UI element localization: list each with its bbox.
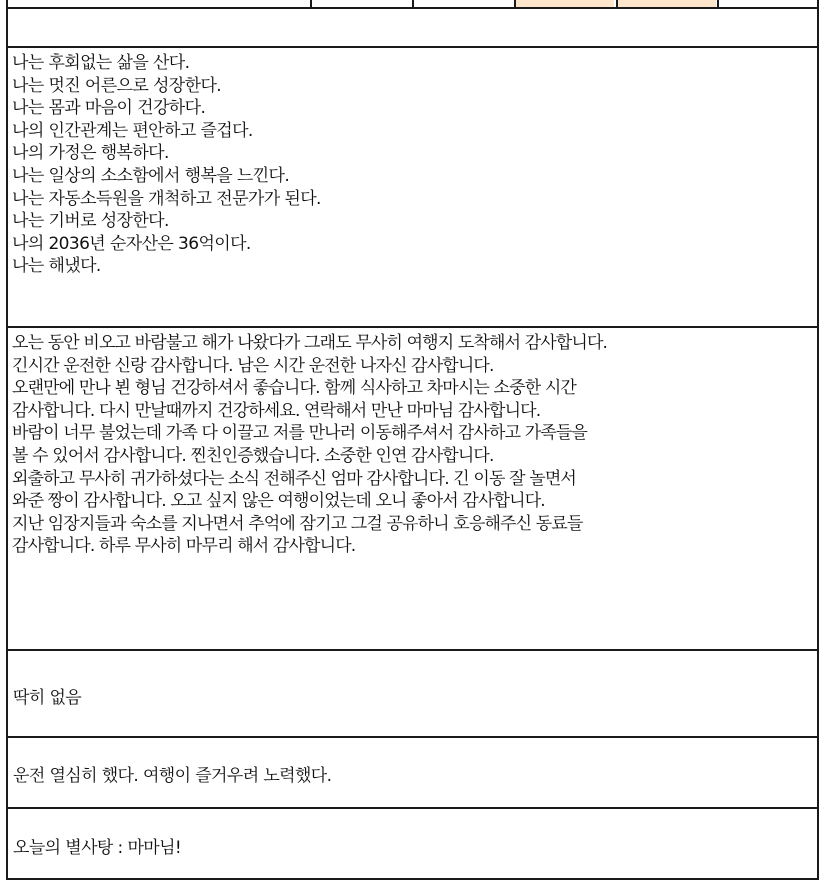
regret-text: 딱히 없음 bbox=[13, 688, 82, 708]
affirmation-line: 나는 멋진 어른으로 성장한다. bbox=[12, 75, 222, 96]
gratitude-line: 외출하고 무사히 귀가하셨다는 소식 전해주신 엄마 감사합니다. 긴 이동 잘 놀면서 bbox=[12, 468, 576, 489]
gratitude-line: 감사합니다. 다시 만날때까지 건강하세요. 연락해서 만난 마마님 감사합니다. bbox=[12, 400, 541, 421]
affirmation-line: 나는 해냈다. bbox=[12, 256, 101, 277]
affirmations-list bbox=[8, 48, 817, 278]
column-divider bbox=[310, 0, 312, 7]
gratitude-line: 감사합니다. 하루 무사히 마무리 해서 감사합니다. bbox=[12, 536, 356, 557]
praise-cell[interactable] bbox=[6, 738, 819, 809]
gratitude-line: 바람이 너무 불었는데 가족 다 이끌고 저를 만나러 이동해주셔서 감사하고 가족들을 bbox=[12, 423, 587, 444]
affirmation-line: 나는 일상의 소소함에서 행복을 느낀다. bbox=[12, 165, 290, 186]
regret-cell[interactable] bbox=[6, 651, 819, 738]
affirmation-line: 나는 기버로 성장한다. bbox=[12, 211, 169, 232]
column-divider bbox=[717, 0, 719, 7]
highlighted-cell bbox=[514, 0, 614, 7]
praise-text: 운전 열심히 했다. 여행이 즐거우려 노력했다. bbox=[13, 766, 332, 786]
gratitude-line: 오는 동안 비오고 바람불고 해가 나왔다가 그래도 무사히 여행지 도착해서 감사합니다. bbox=[12, 333, 608, 353]
column-divider bbox=[616, 0, 618, 7]
gratitude-line: 와준 짱이 감사합니다. 오고 싶지 않은 여행이었는데 오니 좋아서 감사합니다. bbox=[12, 491, 545, 512]
highlight-text: 오늘의 별사탕 : 마마님! bbox=[13, 838, 182, 858]
gratitude-line: 긴시간 운전한 신랑 감사합니다. 남은 시간 운전한 나자신 감사합니다. bbox=[12, 355, 494, 376]
empty-row bbox=[6, 9, 819, 48]
gratitude-line: 볼 수 있어서 감사합니다. 찐친인증했습니다. 소중한 인연 감사합니다. bbox=[12, 445, 494, 466]
column-divider bbox=[412, 0, 414, 7]
gratitude-list bbox=[8, 328, 817, 558]
highlighted-cell bbox=[616, 0, 716, 7]
column-divider bbox=[514, 0, 516, 7]
highlight-cell[interactable] bbox=[6, 809, 819, 880]
affirmation-line: 나는 자동소득원을 개척하고 전문가가 된다. bbox=[12, 188, 321, 209]
header-table-remnant bbox=[6, 0, 819, 9]
affirmation-line: 나는 몸과 마음이 건강하다. bbox=[12, 98, 206, 119]
affirmation-line: 나의 2036년 순자산은 36억이다. bbox=[12, 233, 251, 254]
gratitude-line: 오랜만에 만나 뵌 형님 건강하셔서 좋습니다. 함께 식사하고 차마시는 소중한 시간 bbox=[12, 378, 576, 399]
affirmation-line: 나의 인간관계는 편안하고 즐겁다. bbox=[12, 120, 253, 141]
affirmation-line: 나는 후회없는 삶을 산다. bbox=[12, 53, 190, 73]
affirmations-cell[interactable] bbox=[6, 48, 819, 328]
gratitude-line: 지난 임장지들과 숙소를 지나면서 추억에 잠기고 그걸 공유하니 호응해주신 동료들 bbox=[12, 513, 583, 534]
affirmation-line: 나의 가정은 행복하다. bbox=[12, 143, 169, 164]
gratitude-cell[interactable] bbox=[6, 328, 819, 651]
